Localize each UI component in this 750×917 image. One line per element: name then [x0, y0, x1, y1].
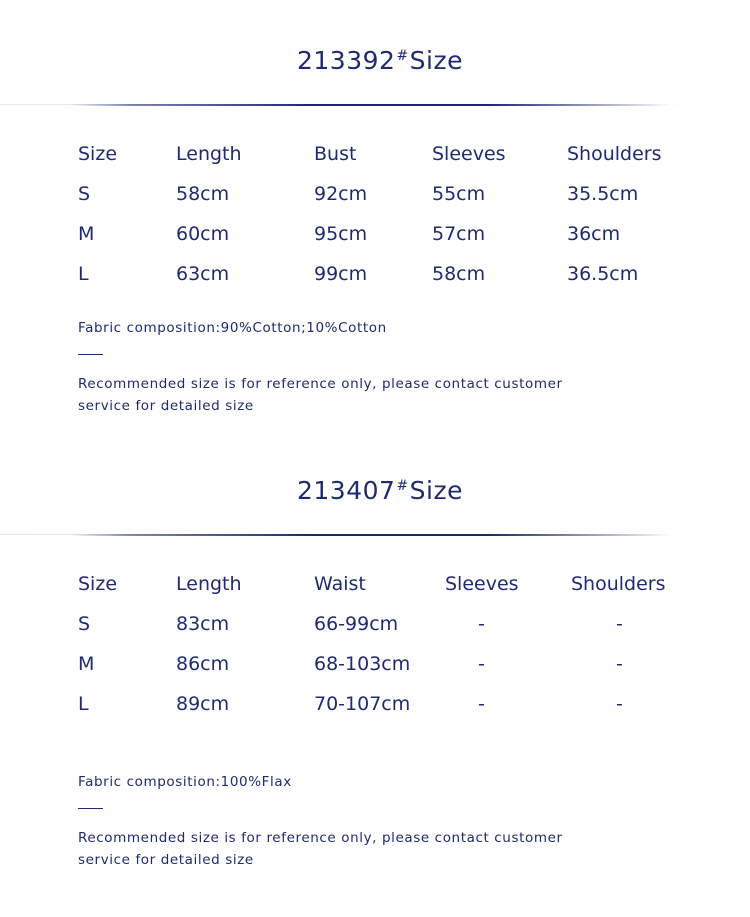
short-divider: [78, 808, 103, 809]
header-length: Length: [176, 143, 242, 165]
table-row: [0, 610, 750, 650]
cell-sleeves: -: [478, 653, 485, 675]
size-word: Size: [409, 46, 463, 75]
table-row: [0, 180, 750, 220]
table-row: [0, 690, 750, 730]
table-header-row: [0, 140, 750, 180]
title-divider: [70, 534, 670, 536]
cell-bust: 95cm: [314, 223, 368, 245]
header-size: Size: [78, 573, 118, 595]
cell-shoulders: 36cm: [567, 223, 621, 245]
cell-waist: 66-99cm: [314, 613, 399, 635]
cell-length: 89cm: [176, 693, 230, 715]
cell-length: 83cm: [176, 613, 230, 635]
size-table: [0, 140, 750, 300]
cell-size: L: [78, 263, 89, 285]
cell-shoulders: -: [616, 613, 623, 635]
size-chart-title: [0, 476, 750, 505]
header-bust: Bust: [314, 143, 357, 165]
fabric-composition: Fabric composition:100%Flax: [78, 774, 292, 790]
size-chart-title: [0, 46, 750, 75]
cell-bust: 92cm: [314, 183, 368, 205]
header-length: Length: [176, 573, 242, 595]
table-row: [0, 260, 750, 300]
table-header-row: [0, 570, 750, 610]
size-note-line: service for detailed size: [78, 398, 254, 414]
cell-size: S: [78, 613, 91, 635]
cell-size: M: [78, 223, 95, 245]
header-sleeves: Sleeves: [445, 573, 519, 595]
cell-length: 58cm: [176, 183, 230, 205]
cell-length: 63cm: [176, 263, 230, 285]
fabric-composition: Fabric composition:90%Cotton;10%Cotton: [78, 320, 387, 336]
product-code: 213392: [297, 46, 396, 75]
header-shoulders: Shoulders: [571, 573, 666, 595]
cell-shoulders: -: [616, 653, 623, 675]
cell-sleeves: 58cm: [432, 263, 486, 285]
cell-waist: 68-103cm: [314, 653, 411, 675]
size-note: [78, 827, 598, 871]
product-code: 213407: [297, 476, 396, 505]
size-table: [0, 570, 750, 730]
cell-length: 60cm: [176, 223, 230, 245]
number-mark: #: [396, 48, 409, 64]
cell-sleeves: -: [478, 613, 485, 635]
size-note: [78, 373, 598, 417]
size-note-line: Recommended size is for reference only, please contact customer: [78, 376, 563, 392]
title-divider: [70, 104, 670, 106]
cell-bust: 99cm: [314, 263, 368, 285]
table-row: [0, 650, 750, 690]
cell-size: M: [78, 653, 95, 675]
header-shoulders: Shoulders: [567, 143, 662, 165]
cell-sleeves: 57cm: [432, 223, 486, 245]
size-word: Size: [409, 476, 463, 505]
cell-shoulders: 35.5cm: [567, 183, 639, 205]
header-size: Size: [78, 143, 118, 165]
header-waist: Waist: [314, 573, 366, 595]
header-sleeves: Sleeves: [432, 143, 506, 165]
size-note-line: service for detailed size: [78, 852, 254, 868]
cell-size: S: [78, 183, 91, 205]
cell-size: L: [78, 693, 89, 715]
table-row: [0, 220, 750, 260]
cell-length: 86cm: [176, 653, 230, 675]
number-mark: #: [396, 478, 409, 494]
cell-shoulders: -: [616, 693, 623, 715]
cell-sleeves: 55cm: [432, 183, 486, 205]
cell-sleeves: -: [478, 693, 485, 715]
cell-waist: 70-107cm: [314, 693, 411, 715]
short-divider: [78, 354, 103, 355]
size-note-line: Recommended size is for reference only, please contact customer: [78, 830, 563, 846]
cell-shoulders: 36.5cm: [567, 263, 639, 285]
